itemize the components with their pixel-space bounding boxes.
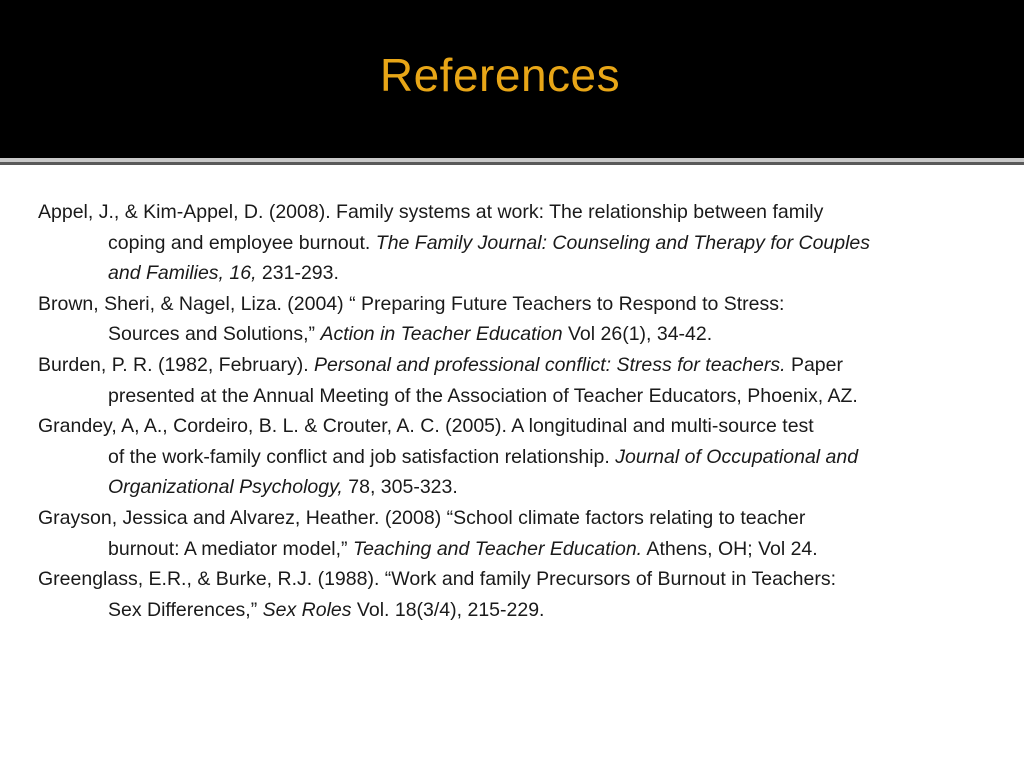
reference-text: burnout: A mediator model,”	[108, 537, 353, 560]
reference-line	[38, 564, 998, 595]
reference-entry	[38, 197, 998, 289]
reference-text: Grayson, Jessica and Alvarez, Heather. (2008) “School climate factors relating to teacher	[38, 506, 806, 529]
reference-text: presented at the Annual Meeting of the Association of Teacher Educators, Phoenix, AZ.	[108, 384, 858, 407]
reference-text: Appel, J., & Kim-Appel, D. (2008). Family systems at work: The relationship between family	[38, 201, 824, 223]
reference-text: Brown, Sheri, & Nagel, Liza. (2004) “ Preparing Future Teachers to Respond to Stress:	[38, 292, 785, 315]
reference-italic-text: The Family Journal: Counseling and Therapy for Couples	[375, 231, 871, 254]
reference-italic-text: Teaching and Teacher Education.	[352, 537, 643, 560]
slide-title: References	[379, 49, 621, 101]
slide-header	[0, 0, 1024, 158]
reference-line	[73, 228, 998, 259]
reference-text: 78, 305-323.	[342, 476, 458, 499]
reference-line	[73, 258, 998, 289]
reference-text: Vol 26(1), 34-42.	[562, 323, 713, 346]
reference-text: Paper	[785, 353, 843, 376]
reference-line	[38, 197, 998, 228]
reference-italic-text: Sex Roles	[262, 598, 352, 621]
reference-italic-text: Journal of Occupational and	[615, 445, 859, 468]
reference-text: Grandey, A, A., Cordeiro, B. L. & Crouter, A. C. (2005). A longitudinal and multi-source test	[38, 415, 814, 438]
reference-entry	[38, 564, 998, 625]
references-list	[38, 197, 998, 625]
reference-italic-text: Action in Teacher Education	[320, 323, 563, 346]
reference-line	[38, 289, 998, 320]
reference-line	[38, 411, 998, 442]
reference-text: 231-293.	[256, 262, 339, 285]
reference-line	[73, 534, 998, 565]
reference-line	[73, 319, 998, 350]
reference-text: Sex Differences,”	[108, 598, 263, 621]
reference-line	[38, 350, 998, 381]
reference-line	[73, 442, 998, 473]
reference-italic-text: Personal and professional conflict: Stress for teachers.	[314, 353, 786, 376]
header-divider-dark	[0, 162, 1024, 165]
reference-italic-text: and Families, 16,	[108, 262, 257, 285]
reference-entry	[38, 411, 998, 503]
reference-text: Sources and Solutions,”	[108, 323, 321, 346]
reference-text: Greenglass, E.R., & Burke, R.J. (1988). “Work and family Precursors of Burnout in Teachers:	[38, 568, 837, 591]
reference-text: Vol. 18(3/4), 215-229.	[351, 598, 545, 621]
reference-entry	[38, 350, 998, 411]
reference-line	[73, 472, 998, 503]
reference-entry	[38, 289, 998, 350]
reference-text: Athens, OH; Vol 24.	[642, 537, 818, 560]
reference-entry	[38, 503, 998, 564]
reference-line	[38, 503, 998, 534]
reference-line	[73, 381, 998, 412]
reference-text: Burden, P. R. (1982, February).	[38, 353, 315, 376]
reference-italic-text: Organizational Psychology,	[108, 476, 343, 499]
reference-text: coping and employee burnout.	[108, 231, 376, 254]
reference-text: of the work-family conflict and job satisfaction relationship.	[108, 445, 616, 468]
reference-line	[73, 595, 998, 626]
